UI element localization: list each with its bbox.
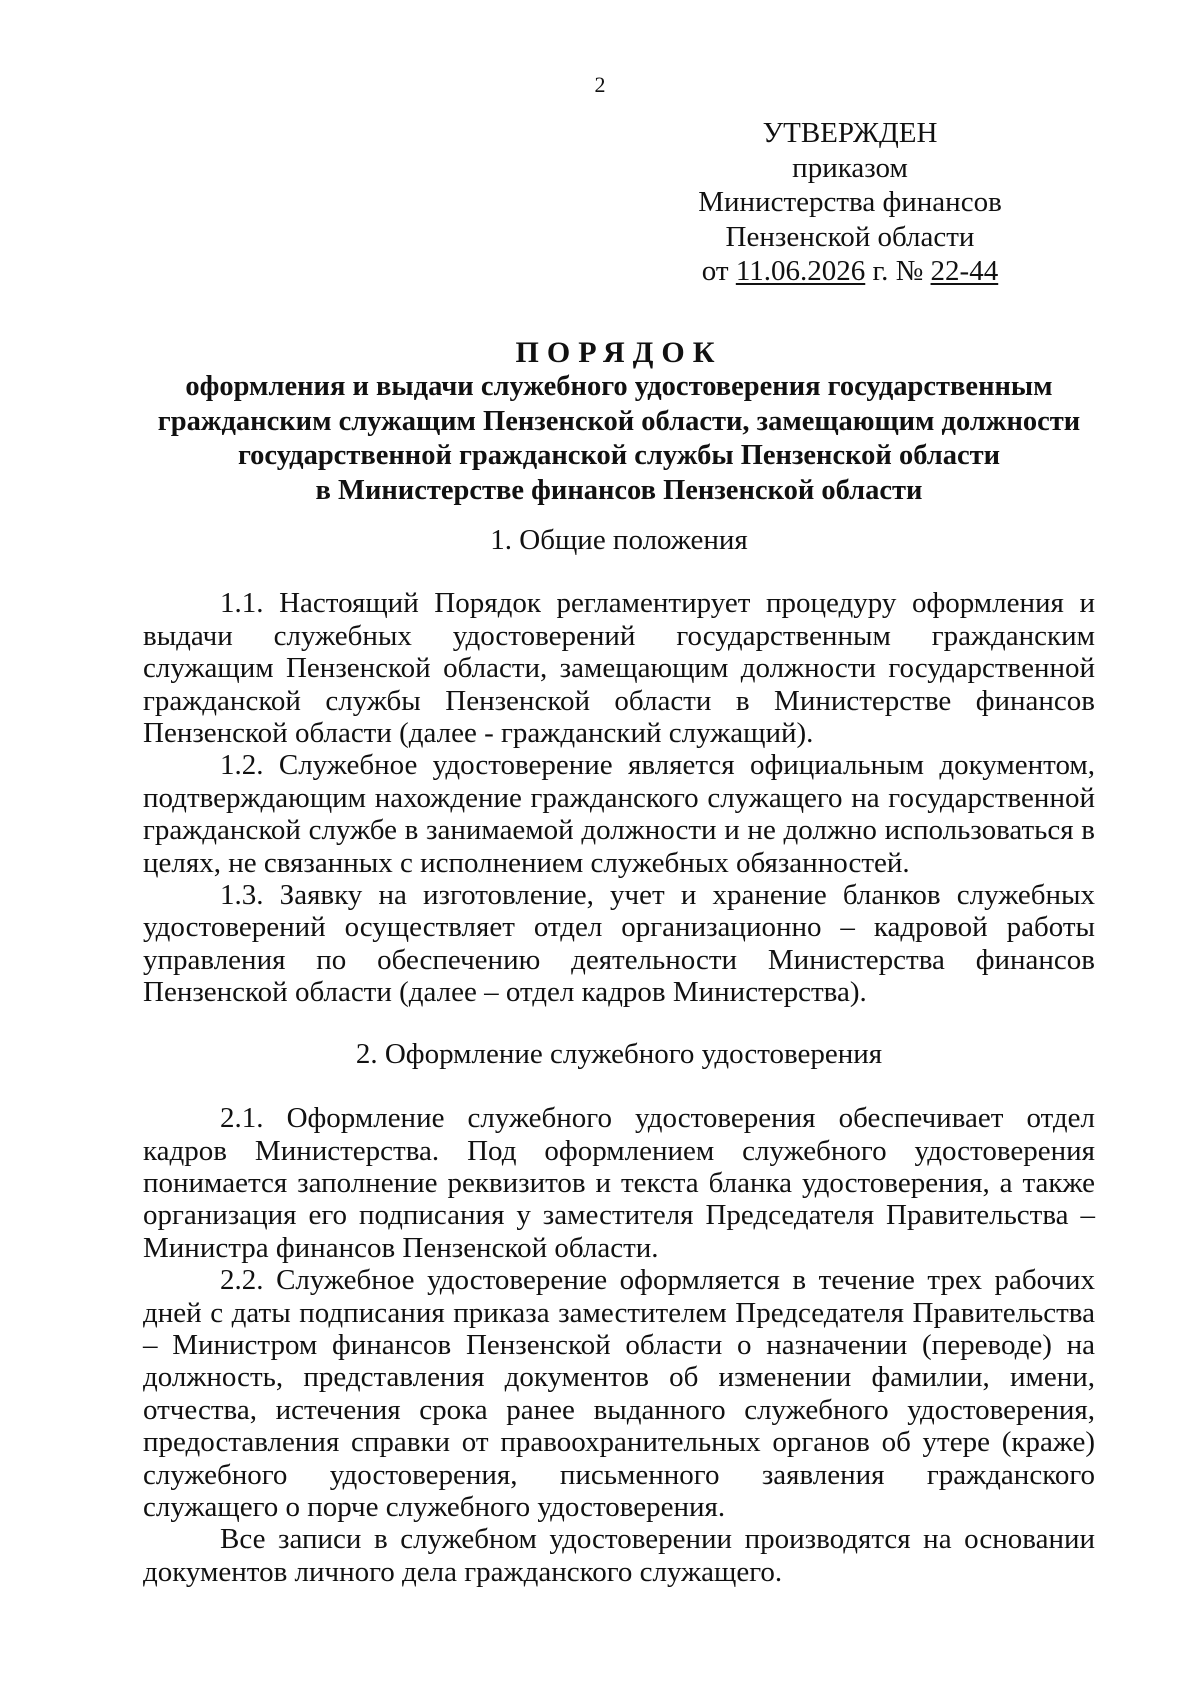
subtitle-line: оформления и выдачи служебного удостоверения государственным xyxy=(185,371,1053,402)
paragraph-1-1: 1.1. Настоящий Порядок регламентирует процедуру оформления и выдачи служебных удостоверений государственным гражданским служащим Пензенской области, замещающим должности государственной гражданской службы Пензенской области в Министерстве финансов Пензенской области (далее - гражданский служащий). xyxy=(143,587,1095,750)
document-subtitle xyxy=(143,370,1095,508)
paragraph-2-2: 2.2. Служебное удостоверение оформляется в течение трех рабочих дней с даты подписания приказа заместителем Председателя Правительства – Министром финансов Пензенской области о назначении (переводе) на должность, представления документов об изменении фамилии, имени, отчества, истечения срока ранее выданного служебного удостоверения, предоставления справки от правоохранительных органов об утере (краже) служебного удостоверения, письменного заявления гражданского служащего о порче служебного удостоверения. xyxy=(143,1264,1095,1523)
subtitle-line: гражданским служащим Пензенской области, замещающим должности xyxy=(157,405,1081,437)
approval-by: приказом xyxy=(792,151,908,184)
page-number: 2 xyxy=(594,72,606,97)
approval-from-prefix: от xyxy=(701,255,729,288)
approval-date: 11.06.2026 xyxy=(735,255,866,288)
approval-org-line2: Пензенской области xyxy=(725,220,975,253)
document-title: ПОРЯДОК xyxy=(515,336,723,369)
paragraph-2-3: Все записи в служебном удостоверении производятся на основании документов личного дела гражданского служащего. xyxy=(143,1523,1095,1588)
section-heading-registration: 2. Оформление служебного удостоверения xyxy=(355,1037,883,1070)
approval-number: 22-44 xyxy=(930,255,999,288)
approval-number-prefix: г. № xyxy=(872,255,924,288)
paragraph-2-1: 2.1. Оформление служебного удостоверения обеспечивает отдел кадров Министерства. Под оформлением служебного удостоверения понимается заполнение реквизитов и текста бланка удостоверения, а также организация его подписания у заместителя Председателя Правительства – Министра финансов Пензенской области. xyxy=(143,1102,1095,1264)
document-title-block xyxy=(143,336,1095,508)
approval-org-line1: Министерства финансов xyxy=(698,186,1002,219)
subtitle-line: государственной гражданской службы Пензенской области xyxy=(237,440,1001,471)
approval-date-line xyxy=(680,254,1020,289)
approval-status: УТВЕРЖДЕН xyxy=(762,117,938,149)
section-heading-general: 1. Общие положения xyxy=(490,524,748,556)
paragraph-1-3: 1.3. Заявку на изготовление, учет и хранение бланков служебных удостоверений осуществляет отдел организационно – кадровой работы управления по обеспечению деятельности Министерства финансов Пензенской области (далее – отдел кадров Министерства). xyxy=(143,879,1095,1009)
subtitle-line: в Министерстве финансов Пензенской области xyxy=(315,474,923,506)
approval-block xyxy=(680,116,1020,289)
document-body xyxy=(143,524,1095,1588)
paragraph-1-2: 1.2. Служебное удостоверение является официальным документом, подтверждающим нахождение гражданского служащего на государственной гражданской службе в занимаемой должности и не должно использоваться в целях, не связанных с исполнением служебных обязанностей. xyxy=(143,749,1095,879)
